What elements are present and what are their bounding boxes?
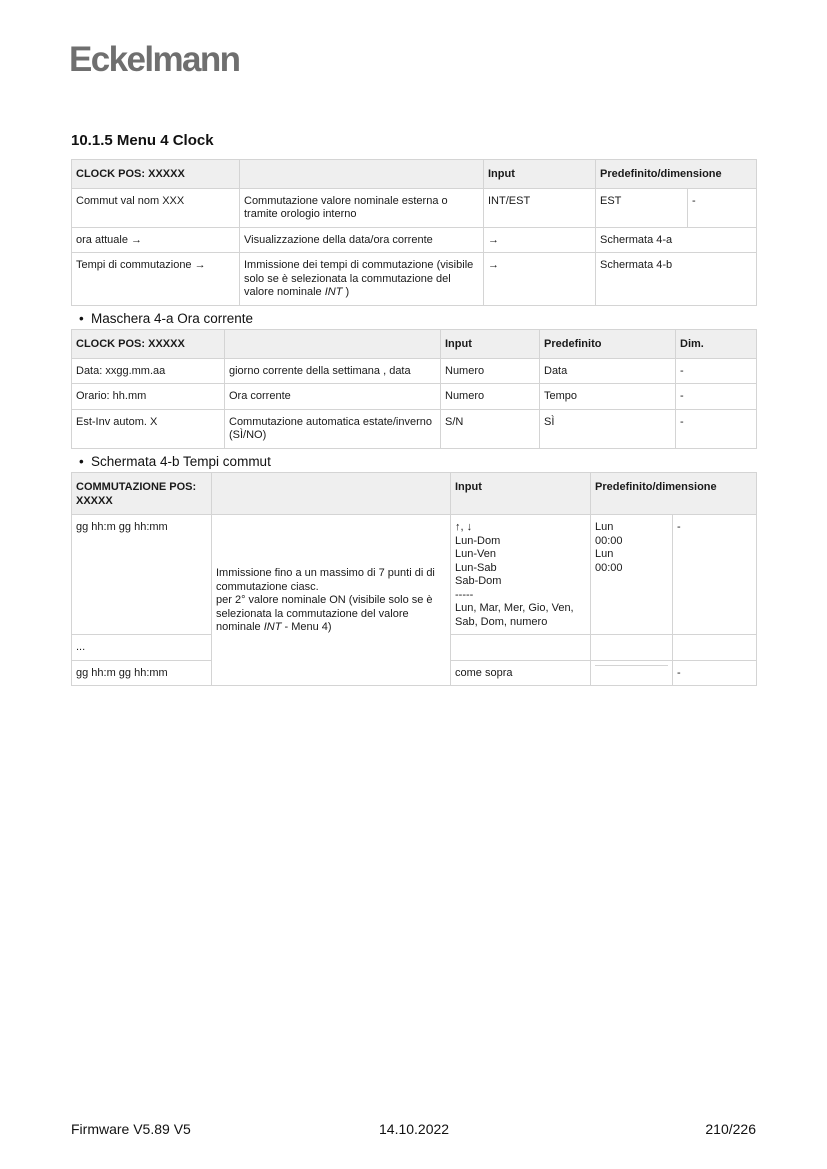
footer-page-number: 210/226: [705, 1121, 756, 1137]
param-input: INT/EST: [484, 188, 596, 227]
param-default: Schermata 4-b: [596, 253, 757, 306]
param-default: Data: [540, 358, 676, 384]
subheading-screen-4b: [79, 454, 271, 469]
param-name: gg hh:m gg hh:mm: [72, 660, 212, 686]
param-name: ...: [72, 635, 212, 661]
param-default: Tempo: [540, 384, 676, 410]
param-description: giorno corrente della settimana , data: [225, 358, 441, 384]
footer-firmware: Firmware V5.89 V5: [71, 1121, 191, 1137]
subheading-text: Maschera 4-a Ora corrente: [91, 311, 254, 326]
param-input: S/N: [441, 409, 540, 448]
param-default: SÌ: [540, 409, 676, 448]
param-description: Commutazione automatica estate/inverno (SÌ/NO): [225, 409, 441, 448]
table-header-row: [72, 330, 757, 359]
table-row: [72, 384, 757, 410]
param-dimension: -: [676, 358, 757, 384]
param-name: Tempi di commutazione →: [72, 253, 240, 306]
table-row: [72, 188, 757, 227]
param-name: gg hh:m gg hh:mm: [72, 515, 212, 635]
empty-cell: [451, 635, 591, 661]
column-header: Dim.: [676, 330, 757, 359]
table-row: [72, 515, 757, 635]
table-row: [72, 358, 757, 384]
param-input: Numero: [441, 384, 540, 410]
desc-text: - Menu 4): [281, 621, 332, 633]
param-input: →: [484, 253, 596, 306]
desc-italic: INT: [324, 286, 343, 298]
subheading-mask-4a: [79, 311, 253, 326]
desc-text: ): [342, 286, 350, 298]
desc-italic: INT: [263, 621, 282, 633]
switching-times-table: [71, 472, 757, 686]
empty-cell: [591, 635, 673, 661]
column-header: Input: [451, 473, 591, 515]
bullet: •: [79, 454, 84, 469]
column-header: [240, 160, 484, 189]
empty-cell: [673, 635, 757, 661]
param-input: come sopra: [451, 660, 591, 686]
footer-date: 14.10.2022: [379, 1121, 450, 1137]
divider: [595, 665, 668, 666]
param-dimension: -: [676, 409, 757, 448]
current-time-table: [71, 329, 757, 449]
param-dimension: -: [676, 384, 757, 410]
column-header: COMMUTAZIONE POS: XXXXX: [72, 473, 212, 515]
table-header-row: [72, 160, 757, 189]
column-header: Predefinito/dimensione: [591, 473, 757, 515]
column-header: [225, 330, 441, 359]
empty-cell: [591, 660, 673, 686]
table-row: [72, 227, 757, 253]
column-header: Predefinito/dimensione: [596, 160, 757, 189]
param-description: Ora corrente: [225, 384, 441, 410]
column-header: CLOCK POS: XXXXX: [72, 160, 240, 189]
table-header-row: [72, 473, 757, 515]
param-name: Commut val nom XXX: [72, 188, 240, 227]
param-name: ora attuale →: [72, 227, 240, 253]
menu4-clock-table: [71, 159, 757, 306]
desc-text: Immissione fino a un massimo di 7 punti di di commutazione ciasc. per 2° valore nominale ON (visibile solo se è selezionata la commutazione del valore nominale: [216, 567, 435, 633]
table-row: [72, 409, 757, 448]
column-header: [212, 473, 451, 515]
param-dimension: -: [673, 660, 757, 686]
param-description: Commutazione valore nominale esterna o tramite orologio interno: [240, 188, 484, 227]
param-input: Numero: [441, 358, 540, 384]
desc-text: Immissione dei tempi di commutazione (visibile solo se è selezionata la commutazione del valore nominale: [244, 259, 474, 298]
table-row: [72, 253, 757, 306]
column-header: Predefinito: [540, 330, 676, 359]
eckelmann-logo: Eckelmann: [69, 40, 240, 79]
param-default: Lun 00:00 Lun 00:00: [591, 515, 673, 635]
param-description: Visualizzazione della data/ora corrente: [240, 227, 484, 253]
param-dimension: -: [673, 515, 757, 635]
subheading-text: Schermata 4-b Tempi commut: [91, 454, 271, 469]
section-title: 10.1.5 Menu 4 Clock: [71, 132, 214, 149]
bullet: •: [79, 311, 84, 326]
param-name: Orario: hh.mm: [72, 384, 225, 410]
column-header: Input: [484, 160, 596, 189]
param-input: ↑, ↓ Lun-Dom Lun-Ven Lun-Sab Sab-Dom ----- Lun, Mar, Mer, Gio, Ven, Sab, Dom, numero: [451, 515, 591, 635]
param-input: →: [484, 227, 596, 253]
param-default: EST: [596, 188, 688, 227]
param-description: [240, 253, 484, 306]
param-description: [212, 515, 451, 686]
param-default: Schermata 4-a: [596, 227, 757, 253]
param-name: Est-Inv autom. X: [72, 409, 225, 448]
param-name: Data: xxgg.mm.aa: [72, 358, 225, 384]
column-header: Input: [441, 330, 540, 359]
param-dimension: -: [688, 188, 757, 227]
column-header: CLOCK POS: XXXXX: [72, 330, 225, 359]
